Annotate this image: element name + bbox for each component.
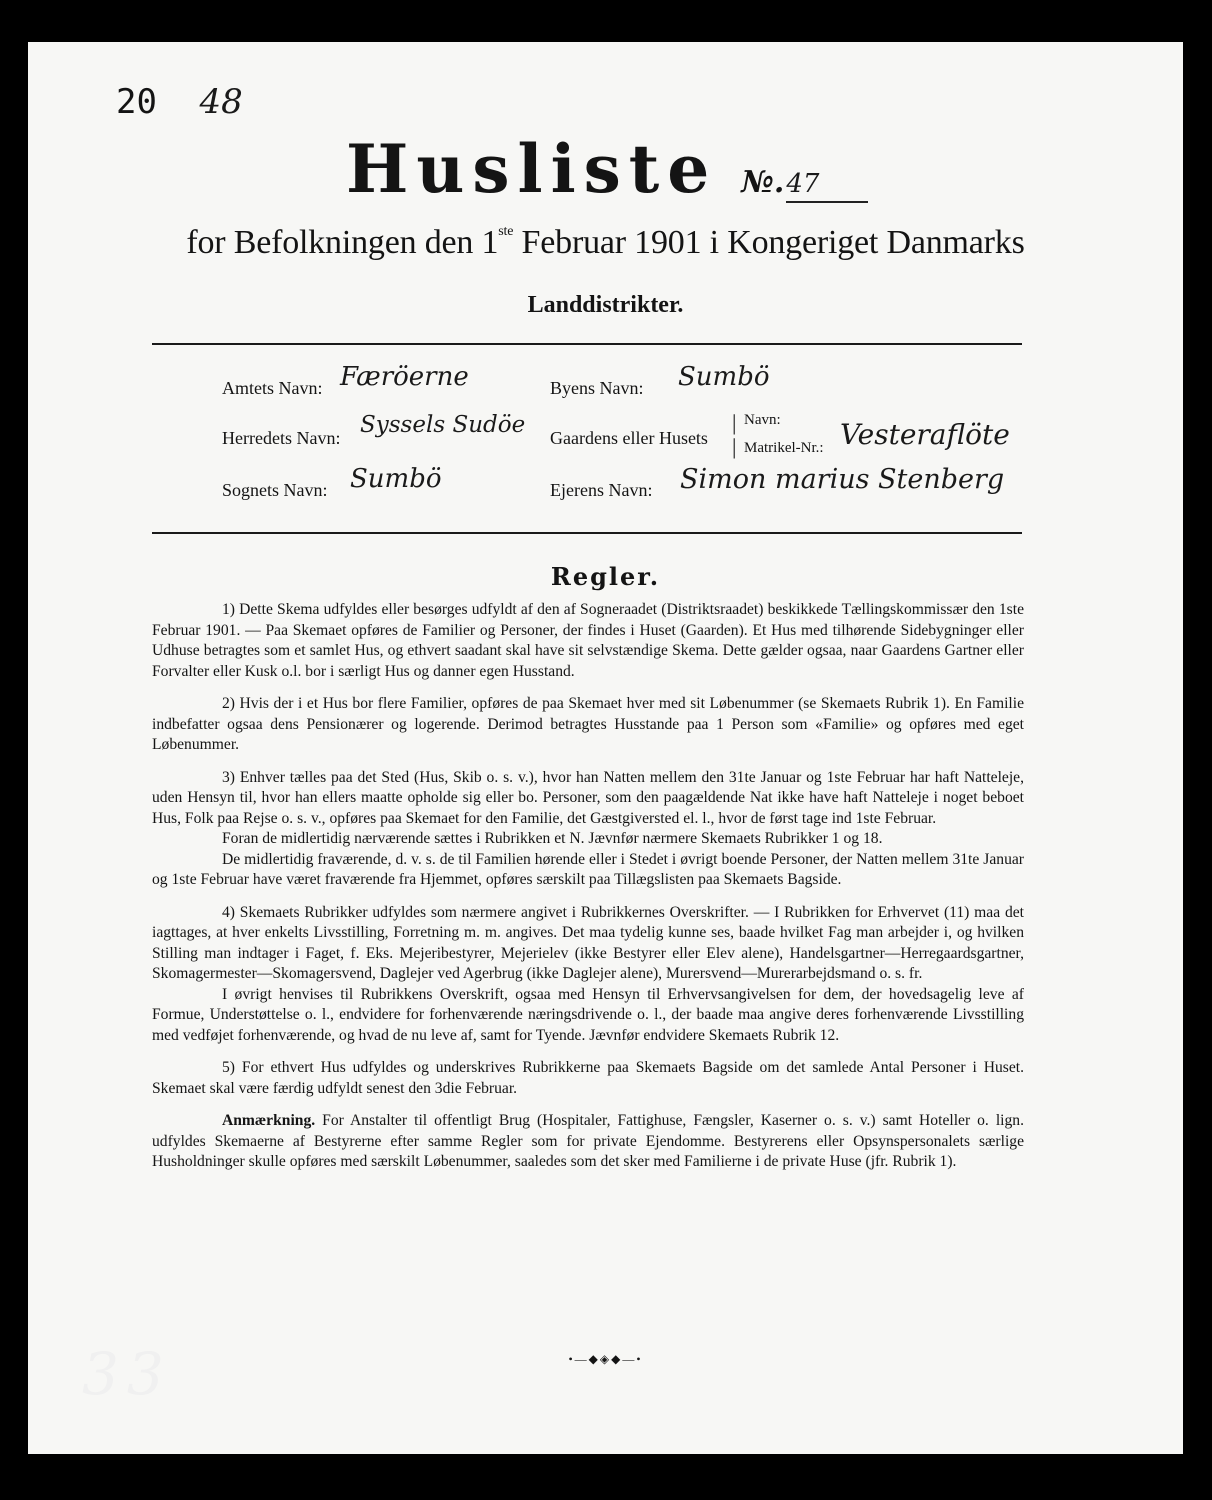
subtitle-sup: ste — [498, 224, 514, 239]
rule-1: 1) Dette Skema udfyldes eller besørges udfyldt af den af Sogneraadet (Distriktsraadet) beskikkede Tællingskommissær den 1ste Februar 1901. — Paa Skemaet opføres de Familier og Personer, der findes i Huset (Gaarden). Et Hus med tilhørende Sidebygninger eller Udhuse betragtes som et samlet Hus, og ethvert saadant skal have sit selvstændige Skema. Dette gælder ogsaa, naar Gaardens Gartner eller Forvalter eller Kusk o.l. bor i særligt Hus og danner egen Husstand. — [152, 601, 1024, 680]
divider-bottom — [152, 532, 1022, 534]
number-label: №. — [741, 165, 785, 200]
rule-4: 4) Skemaets Rubrikker udfyldes som nærmere angivet i Rubrikkernes Overskrifter. — I Rubrikken for Erhvervet (11) maa det iagttages, at hver enkelts Livsstilling, Forretning m. m. angives. Det maa tydelig kunne ses, baade hvilket Fag man arbejder i, og hvilken Stilling man indtager i Faget, f. Eks. Mejeribestyrer, Mejerielev (ikke Bestyrer eller Elev alene), Handelsgartner—Herregaardsgartner, Skomagermester—Skomagersvend, Daglejer ved Agerbrug (ikke Daglejer alene), Murersvend—Murerarbejdsmand o. s. fr. — [152, 903, 1024, 982]
page-title: Husliste — [346, 130, 718, 208]
district-type: Landdistrikter. — [527, 292, 684, 318]
rule-5: 5) For ethvert Hus udfyldes og underskrives Rubrikkerne paa Skemaets Bagside om det samlede Antal Personer i Huset. Skemaet skal være færdig udfyldt senest den 3die Februar. — [152, 1059, 1024, 1097]
subtitle-pre: for Befolkningen den 1 — [186, 224, 499, 261]
amt-label: Amtets Navn: — [222, 378, 323, 398]
census-form-page — [28, 42, 1183, 1454]
herred-label: Herredets Navn: — [222, 428, 341, 448]
rules-body — [152, 600, 1024, 1185]
footer-number: 33 — [82, 1340, 172, 1408]
house-number: 47 — [786, 169, 868, 203]
rule-4-note: I øvrigt henvises til Rubrikkens Overskrift, ogsaa med Hensyn til Erhvervsangivelsen for dem, der hovedsagelig leve af Formue, Understøttelse o. l., endvidere for forhenværende næringsdrivende o. l., der baade maa angive deres forhenværende Livsstilling med vedføjet forhenværende, og hvad de nu leve af, samt for Tyende. Jævnfør endvidere Skemaets Rubrik 12. — [152, 985, 1024, 1044]
sheet-number-handwritten: 48 — [199, 82, 243, 122]
sogn-value: Sumbö — [350, 464, 442, 494]
rule-3-note-absent: De midlertidig fraværende, d. v. s. de til Familien hørende eller i Stedet i øvrigt boende Personer, der Natten mellem 31te Januar og 1ste Februar have været fraværende fra Hjemmet, opføres særskilt paa Tillægslisten paa Skemaets Bagside. — [152, 850, 1024, 888]
subtitle-post: Februar 1901 i Kongeriget Danmarks — [513, 224, 1025, 261]
gaard-value: Vesteraflöte — [840, 418, 1010, 451]
sheet-number-primary: 20 — [116, 82, 157, 122]
rule-3-note-present: Foran de midlertidig nærværende sættes i Rubrikken et N. Jævnfør nærmere Skemaets Rubrikker 1 og 18. — [222, 830, 883, 847]
bracket-bottom: | — [732, 434, 737, 459]
ejer-value: Simon marius Stenberg — [680, 464, 1005, 495]
ejer-label: Ejerens Navn: — [550, 480, 653, 500]
sogn-label: Sognets Navn: — [222, 480, 328, 500]
by-label: Byens Navn: — [550, 378, 644, 398]
annotation-label: Anmærkning. — [222, 1112, 316, 1129]
amt-value: Færöerne — [340, 362, 469, 392]
rule-3: 3) Enhver tælles paa det Sted (Hus, Skib o. s. v.), hvor han Natten mellem den 31te Januar og 1ste Februar har haft Natteleje, uden Hensyn til, hvor han ellers maatte opholde sig eller bo. Personer, som den paagældende Nat ikke have haft Natteleje i noget beboet Hus, Folk paa Rejse o. s. v., opføres paa Skemaet for den Familie, det Gæstgiversted el. l., hvor de først tage ind 1ste Februar. — [152, 768, 1024, 827]
bracket-top: | — [732, 410, 737, 435]
annotation — [152, 1111, 1024, 1173]
gaard-name-label: Navn: — [744, 412, 781, 428]
gaard-matrikel-label: Matrikel-Nr.: — [744, 440, 824, 456]
ornament-divider: •—◆◈◆—• — [568, 1352, 643, 1366]
subtitle — [28, 224, 1183, 262]
sheet-number — [116, 82, 243, 122]
divider-top — [152, 343, 1022, 345]
rules-heading: Regler. — [550, 562, 661, 591]
by-value: Sumbö — [678, 362, 770, 392]
gaard-label: Gaardens eller Husets — [550, 428, 708, 448]
rule-2: 2) Hvis der i et Hus bor flere Familier, opføres de paa Skemaet hver med sit Løbenummer (se Skemaets Rubrik 1). En Familie indbefatter ogsaa dens Pensionærer og logerende. Derimod betragtes Husstande paa 1 Person som «Familie» og opføres med eget Løbenummer. — [152, 695, 1024, 753]
herred-value: Syssels Sudöe — [360, 412, 526, 438]
annotation-text: For Anstalter til offentligt Brug (Hospitaler, Fattighuse, Fængsler, Kaserner o. s. v.) samt Hoteller o. lign. udfyldes Skemaerne af Bestyrerne efter samme Regler som for private Ejendomme. Bestyrerens eller Opsynspersonalets særlige Husholdninger skulle opføres med særskilt Løbenummer, saaledes som det sker med Familierne i de private Huse (jfr. Rubrik 1). — [152, 1112, 1024, 1170]
title-block — [346, 130, 868, 208]
